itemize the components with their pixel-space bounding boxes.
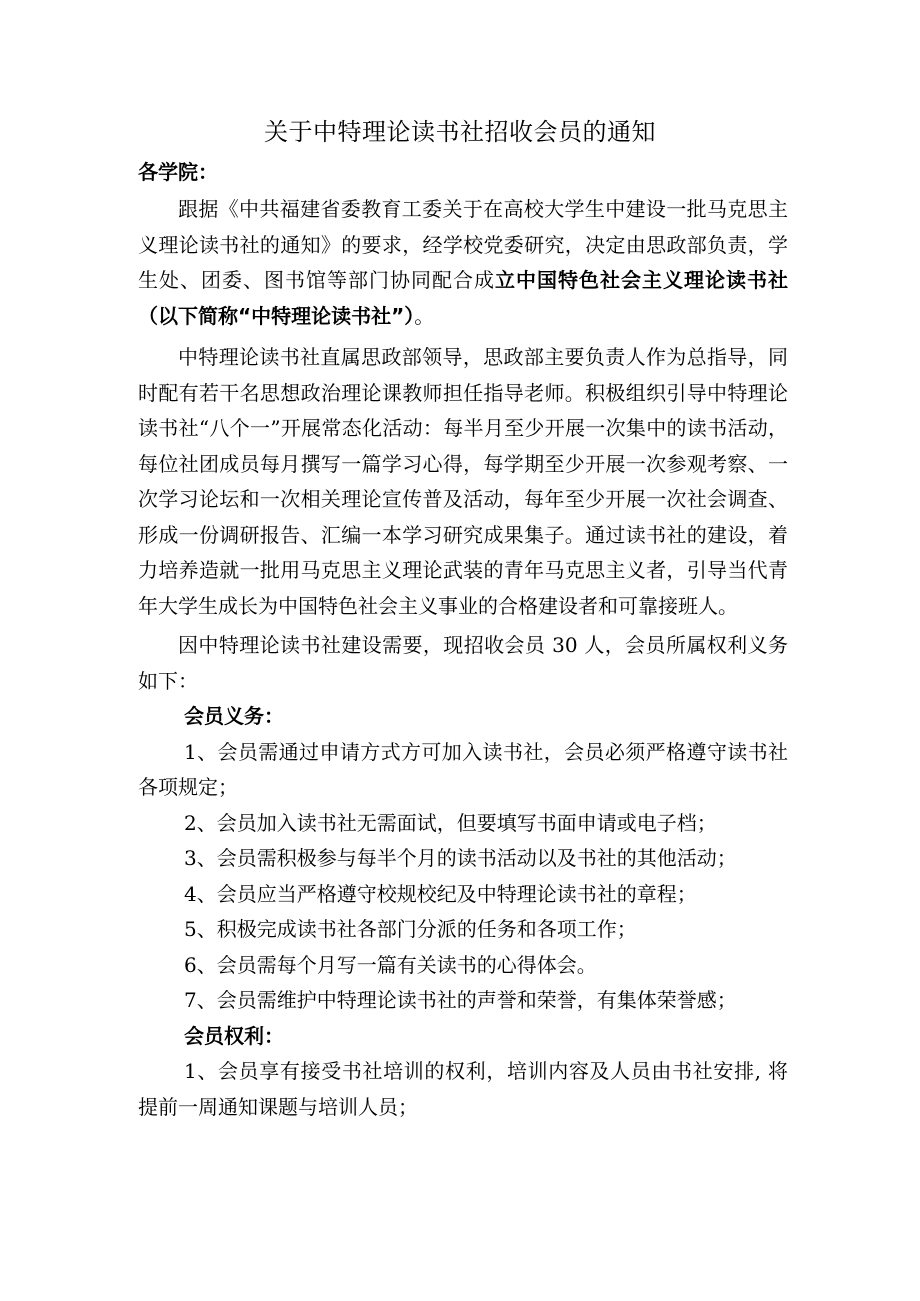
- list-item: 3、会员需积极参与每半个月的读书活动以及书社的其他活动；: [184, 846, 737, 870]
- document-title: 关于中特理论读书社招收会员的通知: [264, 118, 656, 146]
- list-item: 4、会员应当严格遵守校规校纪及中特理论读书社的章程；: [184, 881, 697, 906]
- addressee: 各学院：: [138, 160, 218, 184]
- paragraph-intro-tail: 。: [414, 303, 435, 328]
- list-item: 2、会员加入读书社无需面试，但要填写书面申请或电子档；: [184, 810, 717, 835]
- list-item: 5、积极完成读书社各部门分派的任务和各项工作；: [184, 917, 637, 941]
- document-body: [138, 192, 788, 1125]
- paragraph-organization: 中特理论读书社直属思政部领导，思政部主要负责人作为总指导，同时配有若干名思想政治理论课教师担任指导老师。积极组织引导中特理论读书社“八个一”开展常态化活动：每半月至少开展一次集中的读书活动，每位社团成员每月撰写一篇学习心得，每学期至少开展一次参观考察、一次学习论坛和一次相关理论宣传普及活动，每年至少开展一次社会调查、形成一份调研报告、汇编一本学习研究成果集子。通过读书社的建设，着力培养造就一批用马克思主义理论武装的青年马克思主义者，引导当代青年大学生成长为中国特色社会主义事业的合格建设者和可靠接班人。: [138, 345, 788, 618]
- list-item: 7、会员需维护中特理论读书社的声誉和荣誉，有集体荣誉感；: [184, 988, 737, 1012]
- rights-heading: 会员权利：: [184, 1023, 284, 1048]
- paragraph-intro-text: 跟据《中共福建省委教育工委关于在高校大学生中建设一批马克思主义理论读书社的通知》的要求，经学校党委研究，决定由思政部负责，学生处、团委、图书馆等部门协同配合成: [138, 197, 788, 292]
- list-item: 1、会员享有接受书社培训的权利，培训内容及人员由书社安排, 将提前一周通知课题与培训人员；: [138, 1059, 788, 1119]
- list-item: 6、会员需每个月写一篇有关读书的心得体会。: [184, 952, 597, 977]
- duties-heading: 会员义务：: [184, 704, 284, 728]
- list-item: 1、会员需通过申请方式方可加入读书社，会员必须严格遵守读书社各项规定；: [138, 739, 788, 799]
- paragraph-intro: [138, 192, 788, 334]
- paragraph-intro-bold: 立中国特色社会主义理论读书社（以下简称“中特理论读书社”）: [138, 268, 788, 328]
- paragraph-recruitment: 因中特理论读书社建设需要，现招收会员 30 人，会员所属权利义务如下：: [138, 633, 788, 693]
